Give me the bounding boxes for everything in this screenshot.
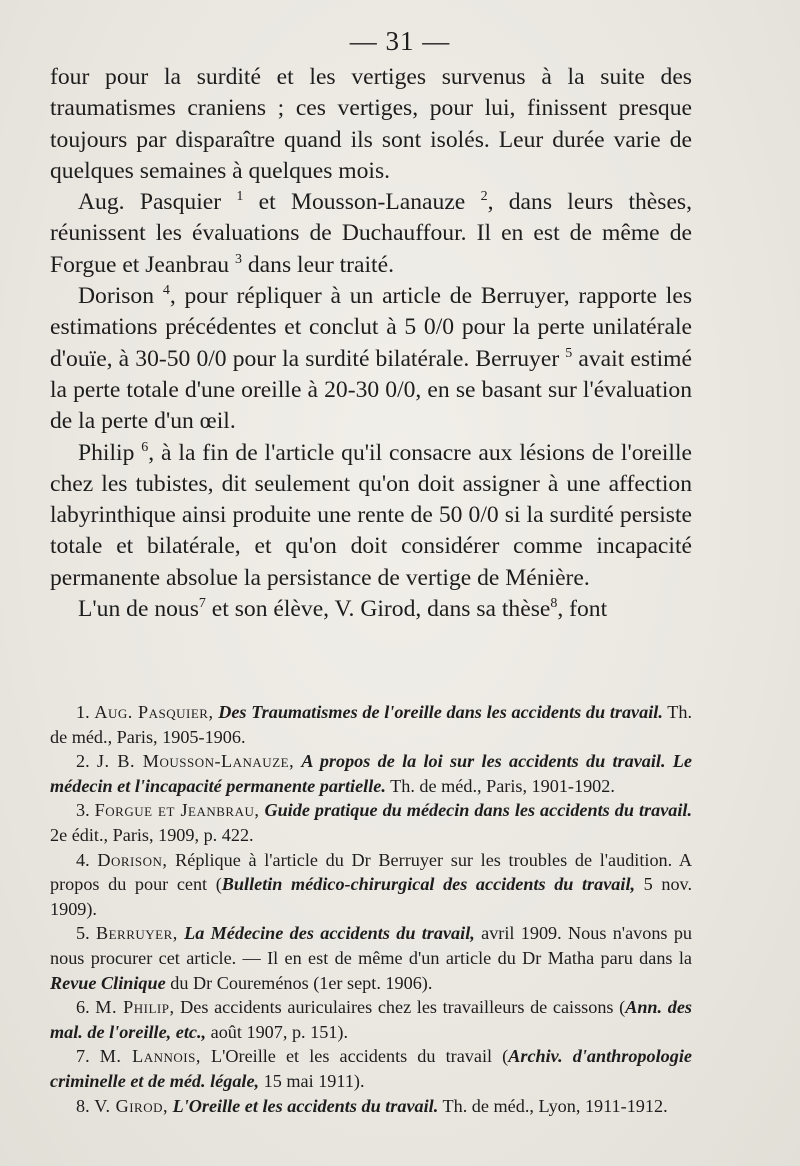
- footnote-ref: 7: [198, 596, 206, 612]
- footnote-8: 8. V. Girod, L'Oreille et les accidents du travail. Th. de méd., Lyon, 1911-1912.: [76, 1095, 668, 1116]
- footnote-3: 3. Forgue et Jeanbrau, Guide pratique du médecin dans les accidents du travail. 2e édit., Paris, 1909, p. 422.: [50, 800, 693, 845]
- footnote-ref: 1: [236, 189, 244, 205]
- footnote-ref: 5: [565, 345, 573, 361]
- paragraph-4: Philip $^6$, à la fin de l'article qu'il consacre aux lésions de l'oreille chez les tubistes, dit seulement qu'on doit assigner à une affection labyrinthique ainsi produite une rente de 50 0/0 si la surdité persiste totale et bilatérale, et qu'on doit considérer comme incapacité permanente absolue la persistance de vertige de Ménière.: [50, 439, 693, 591]
- footnote-7: 7. M. Lannois, L'Oreille et les accidents du travail (Archiv. d'anthropologie criminelle et de méd. légale, 15 mai 1911).: [50, 1046, 692, 1091]
- footnote-ref: 2: [480, 189, 488, 205]
- paragraph-2: Aug. Pasquier $^1$ et Mousson-Lanauze $^2$, dans leurs thèses, réunissent les évaluations de Duchauffour. Il en est de même de Forgue et Jeanbrau $^3$ dans leur traité.: [50, 189, 692, 278]
- footnotes: [50, 700, 692, 1118]
- footnote-1: 1. Aug. Pasquier, Des Traumatismes de l'oreille dans les accidents du travail. Th. de méd., Paris, 1905-1906.: [50, 702, 692, 747]
- footnote-4: 4. Dorison, Réplique à l'article du Dr Berruyer sur les troubles de l'audition. A propos du pour cent (Bulletin médico-chirurgical des accidents du travail, 5 nov. 1909).: [50, 849, 693, 919]
- main-text: [50, 62, 692, 625]
- footnote-ref: 6: [141, 439, 149, 455]
- footnote-5: 5. Berruyer, La Médecine des accidents du travail, avril 1909. Nous n'avons pu nous procurer cet article. — Il en est de même d'un article du Dr Matha paru dans la Revue Clinique du Dr Coureménos (1er sept. 1906).: [50, 923, 693, 993]
- footnote-ref: 8: [550, 596, 558, 612]
- page-number: — 31 —: [349, 26, 451, 56]
- paragraph-3: Dorison $^4$, pour répliquer à un article de Berruyer, rapporte les estimations précédentes et conclut à 5 0/0 pour la perte unilatérale d'ouïe, à 30-50 0/0 pour la surdité bilatérale. Berruyer $^5$ avait estimé la perte totale d'une oreille à 20-30 0/0, en se basant sur l'évaluation de la perte d'un œil.: [50, 283, 693, 435]
- paragraph-1: four pour la surdité et les vertiges survenus à la suite des traumatismes craniens ; ces vertiges, pour lui, finissent presque toujours par disparaître quand ils sont isolés. Leur durée varie de quelques semaines à quelques mois.: [50, 64, 692, 184]
- footnote-ref: 4: [162, 283, 170, 299]
- paragraph-5: L'un de nous$^7$ et son élève, V. Girod, dans sa thèse$^8$, font: [78, 596, 608, 623]
- footnote-6: 6. M. Philip, Des accidents auriculaires chez les travailleurs de caissons (Ann. des mal. de l'oreille, etc., août 1907, p. 151).: [50, 997, 692, 1042]
- footnote-2: 2. J. B. Mousson-Lanauze, A propos de la loi sur les accidents du travail. Le médecin et l'incapacité permanente partielle. Th. de méd., Paris, 1901-1902.: [50, 751, 692, 796]
- footnote-ref: 3: [234, 251, 242, 267]
